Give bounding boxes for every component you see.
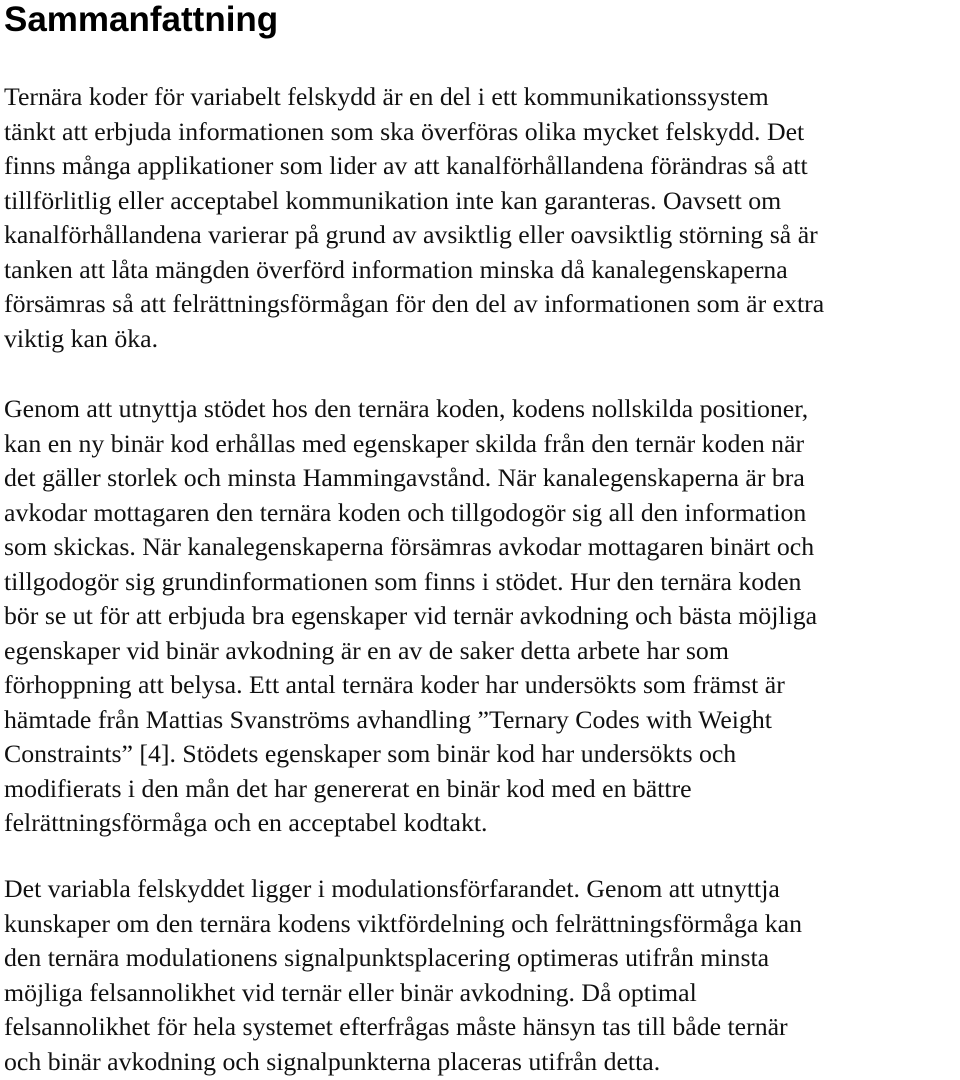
text-line: felsannolikhet för hela systemet efterfrågas måste hänsyn tas till både ternär bbox=[4, 1012, 788, 1041]
text-line: avkodar mottagaren den ternära koden och tillgodogör sig all den information bbox=[4, 497, 807, 527]
text-line: förhoppning att belysa. Ett antal ternära koder har undersökts som främst är bbox=[4, 670, 785, 699]
text-line: hämtade från Mattias Svanströms avhandling ”Ternary Codes with Weight bbox=[4, 704, 772, 734]
text-line: kanalförhållandena varierar på grund av avsiktlig eller oavsiktlig störning så är bbox=[4, 220, 818, 249]
summary-paragraph-3 bbox=[4, 872, 960, 1079]
summary-paragraph-2 bbox=[4, 392, 960, 841]
text-line: egenskaper vid binär avkodning är en av de saker detta arbete har som bbox=[4, 635, 729, 665]
text-line: kunskaper om den ternära kodens viktfördelning och felrättningsförmåga kan bbox=[4, 908, 803, 938]
text-line: Ternära koder för variabelt felskydd är en del i ett kommunikationssystem bbox=[4, 82, 769, 111]
text-line: Det variabla felskyddet ligger i modulationsförfarandet. Genom att utnyttja bbox=[4, 874, 780, 903]
text-line: Genom att utnyttja stödet hos den ternära koden, kodens nollskilda positioner, bbox=[4, 394, 809, 423]
text-line: kan en ny binär kod erhållas med egenskaper skilda från den ternär koden när bbox=[4, 428, 805, 458]
text-line: modifierats i den mån det har genererat en binär kod med en bättre bbox=[4, 773, 692, 803]
text-line: finns många applikationer som lider av att kanalförhållandena förändras så att bbox=[4, 151, 808, 180]
text-line: det gäller storlek och minsta Hammingavstånd. När kanalegenskaperna är bra bbox=[4, 463, 805, 492]
text-line: viktig kan öka. bbox=[4, 323, 159, 353]
text-line: bör se ut för att erbjuda bra egenskaper vid ternär avkodning och bästa möjliga bbox=[4, 601, 818, 630]
text-line: möjliga felsannolikhet vid ternär eller binär avkodning. Då optimal bbox=[4, 977, 697, 1007]
text-line: Constraints” [4]. Stödets egenskaper som binär kod har undersökts och bbox=[4, 739, 737, 768]
text-line: tänkt att erbjuda informationen som ska överföras olika mycket felskydd. Det bbox=[4, 116, 805, 146]
text-line: tillförlitlig eller acceptabel kommunikation inte kan garanteras. Oavsett om bbox=[4, 185, 782, 215]
text-line: den ternära modulationens signalpunktsplacering optimeras utifrån minsta bbox=[4, 943, 770, 972]
summary-paragraph-1 bbox=[4, 80, 960, 356]
page-title: Sammanfattning bbox=[4, 0, 279, 39]
text-line: tillgodogör sig grundinformationen som finns i stödet. Hur den ternära koden bbox=[4, 566, 802, 596]
text-line: tanken att låta mängden överförd information minska då kanalegenskaperna bbox=[4, 254, 788, 284]
text-line: felrättningsförmåga och en acceptabel kodtakt. bbox=[4, 808, 488, 837]
text-line: försämras så att felrättningsförmågan för den del av informationen som är extra bbox=[4, 289, 825, 318]
text-line: som skickas. När kanalegenskaperna försämras avkodar mottagaren binärt och bbox=[4, 532, 815, 561]
text-line: och binär avkodning och signalpunkterna placeras utifrån detta. bbox=[4, 1046, 661, 1076]
